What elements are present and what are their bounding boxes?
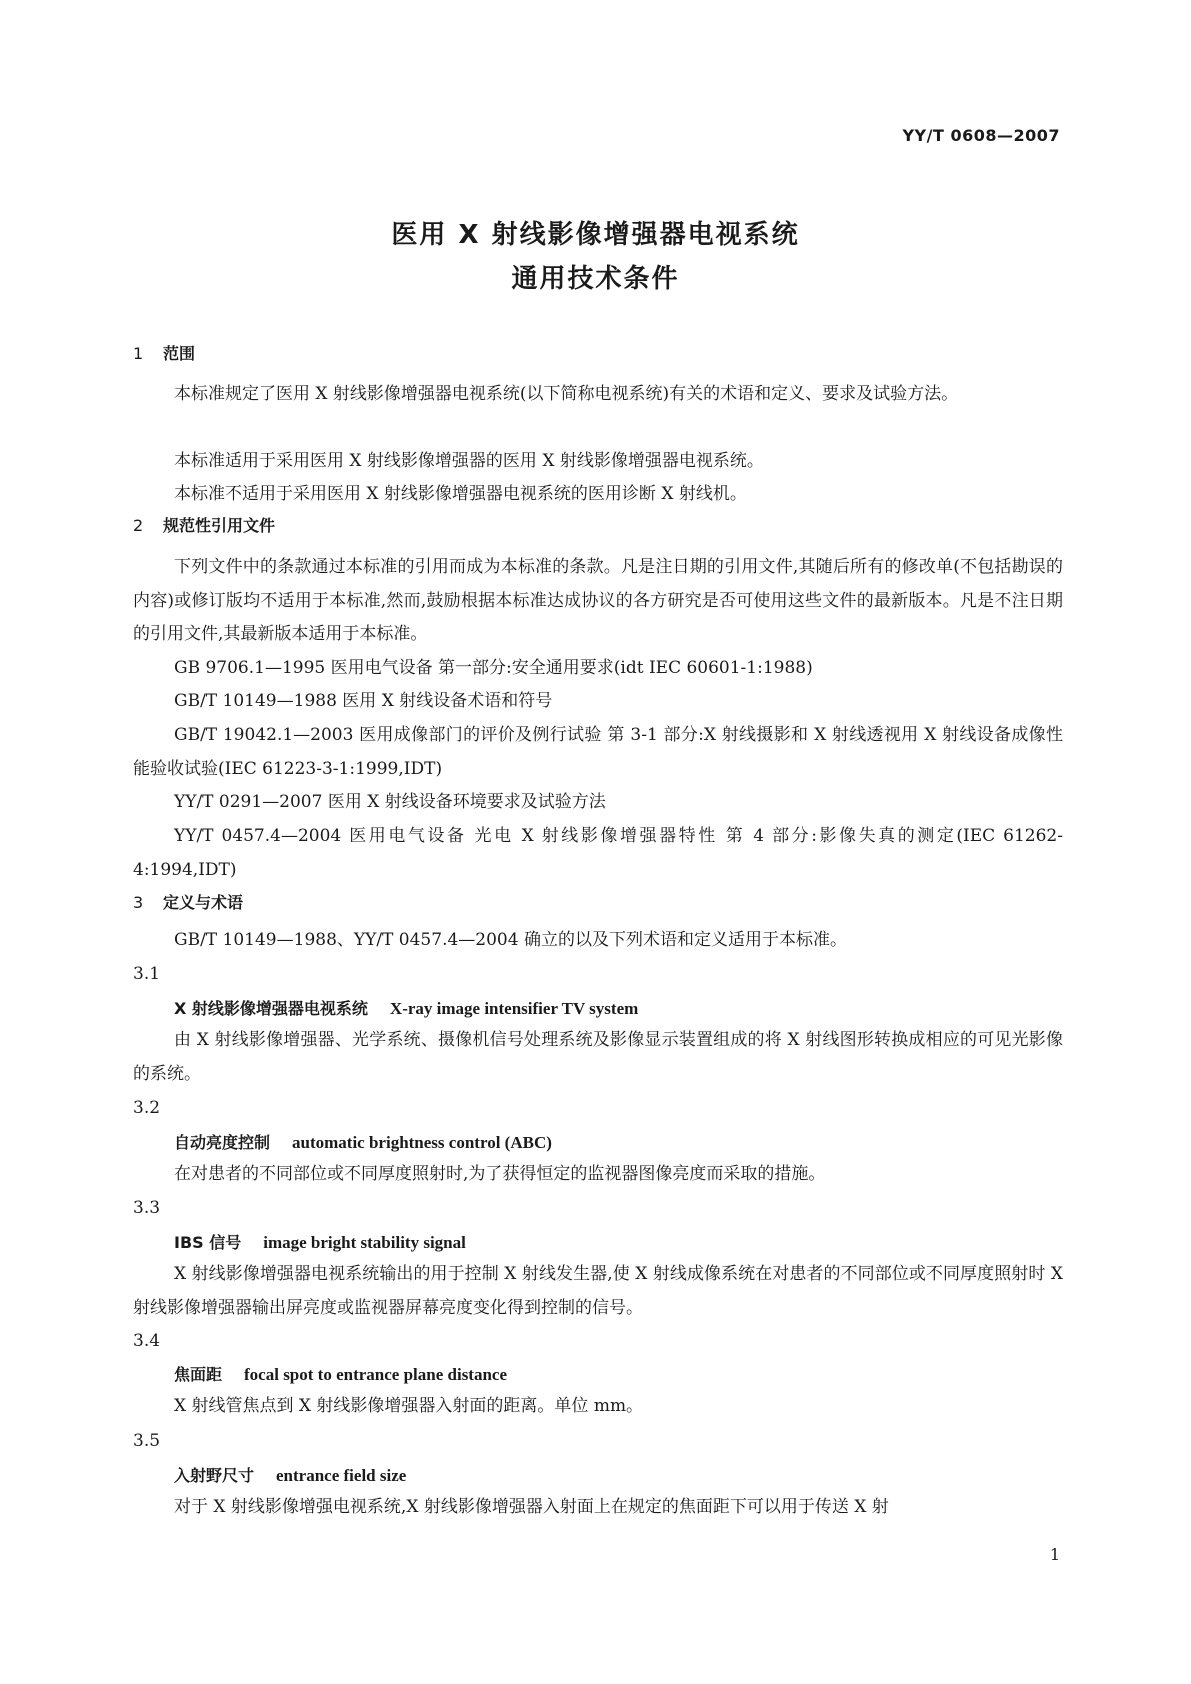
document-title-line1: 医用 X 射线影像增强器电视系统 [391,220,800,250]
page-number: 1 [1049,1545,1060,1564]
term-number: 3.5 [133,1431,161,1451]
section-title: 范围 [163,344,196,363]
term-zh: 焦面距 [174,1365,223,1384]
reference-3: GB/T 19042.1—2003 医用成像部门的评价及例行试验 第 3-1 部分:X 射线摄影和 X 射线透视用 X 射线设备成像性能验收试验(IEC 61223-3-1:1999,IDT) [133,725,1063,779]
section-2-intro: 下列文件中的条款通过本标准的引用而成为本标准的条款。凡是注日期的引用文件,其随后所有的修改单(不包括勘误的内容)或修订版均不适用于本标准,然而,鼓励根据本标准达成协议的各方研究是否可使用这些文件的最新版本。凡是不注日期的引用文件,其最新版本适用于本标准。 [133,557,1063,644]
term-definition: X 射线影像增强器电视系统输出的用于控制 X 射线发生器,使 X 射线成像系统在对患者的不同部位或不同厚度照射时 X 射线影像增强器输出屏亮度或监视器屏幕亮度变化得到控制的信号。 [133,1264,1063,1318]
term-en: focal spot to entrance plane distance [244,1365,508,1384]
section-1-paragraph-1: 本标准规定了医用 X 射线影像增强器电视系统(以下简称电视系统)有关的术语和定义、要求及试验方法。 [174,384,959,404]
term-heading [174,1130,1064,1156]
term-heading [174,1362,1064,1388]
term-zh: X 射线影像增强器电视系统 [174,999,368,1018]
section-1-paragraph-2: 本标准适用于采用医用 X 射线影像增强器的医用 X 射线影像增强器电视系统。 [174,451,764,471]
term-number: 3.1 [133,964,161,984]
section-2-heading [133,513,1063,539]
section-title: 规范性引用文件 [163,516,276,535]
section-number: 1 [133,344,144,363]
term-en: image bright stability signal [263,1233,466,1252]
document-title-line2: 通用技术条件 [511,264,680,294]
term-definition: 在对患者的不同部位或不同厚度照射时,为了获得恒定的监视器图像亮度而采取的措施。 [174,1164,826,1184]
term-zh: 自动亮度控制 [174,1133,271,1152]
term-number: 3.2 [133,1098,161,1118]
reference-4: YY/T 0291—2007 医用 X 射线设备环境要求及试验方法 [174,792,606,812]
standard-number: YY/T 0608—2007 [902,126,1060,145]
term-en: automatic brightness control (ABC) [292,1133,552,1152]
reference-2: GB/T 10149—1988 医用 X 射线设备术语和符号 [174,691,553,711]
section-number: 2 [133,516,144,535]
reference-5: YY/T 0457.4—2004 医用电气设备 光电 X 射线影像增强器特性 第 4 部分:影像失真的测定(IEC 61262-4:1994,IDT) [133,826,1063,880]
section-1-paragraph-3: 本标准不适用于采用医用 X 射线影像增强器电视系统的医用诊断 X 射线机。 [174,484,747,504]
term-definition: 由 X 射线影像增强器、光学系统、摄像机信号处理系统及影像显示装置组成的将 X 射线图形转换成相应的可见光影像的系统。 [133,1030,1063,1084]
section-3-intro: GB/T 10149—1988、YY/T 0457.4—2004 确立的以及下列术语和定义适用于本标准。 [174,930,847,950]
reference-1: GB 9706.1—1995 医用电气设备 第一部分:安全通用要求(idt IEC 60601-1:1988) [174,658,813,678]
term-definition: X 射线管焦点到 X 射线影像增强器入射面的距离。单位 mm。 [174,1396,644,1416]
term-heading [174,1463,1064,1489]
term-zh: IBS 信号 [174,1233,242,1252]
term-heading [174,1230,1064,1256]
term-en: entrance field size [276,1466,407,1485]
term-heading [174,996,1064,1022]
term-zh: 入射野尺寸 [174,1466,255,1485]
section-number: 3 [133,893,144,912]
section-1-heading [133,341,1063,367]
term-en: X-ray image intensifier TV system [389,999,639,1018]
section-title: 定义与术语 [163,893,244,912]
term-number: 3.3 [133,1198,161,1218]
section-3-heading [133,890,1063,916]
term-number: 3.4 [133,1331,161,1351]
term-definition: 对于 X 射线影像增强电视系统,X 射线影像增强器入射面上在规定的焦面距下可以用于传送 X 射 [174,1497,889,1517]
